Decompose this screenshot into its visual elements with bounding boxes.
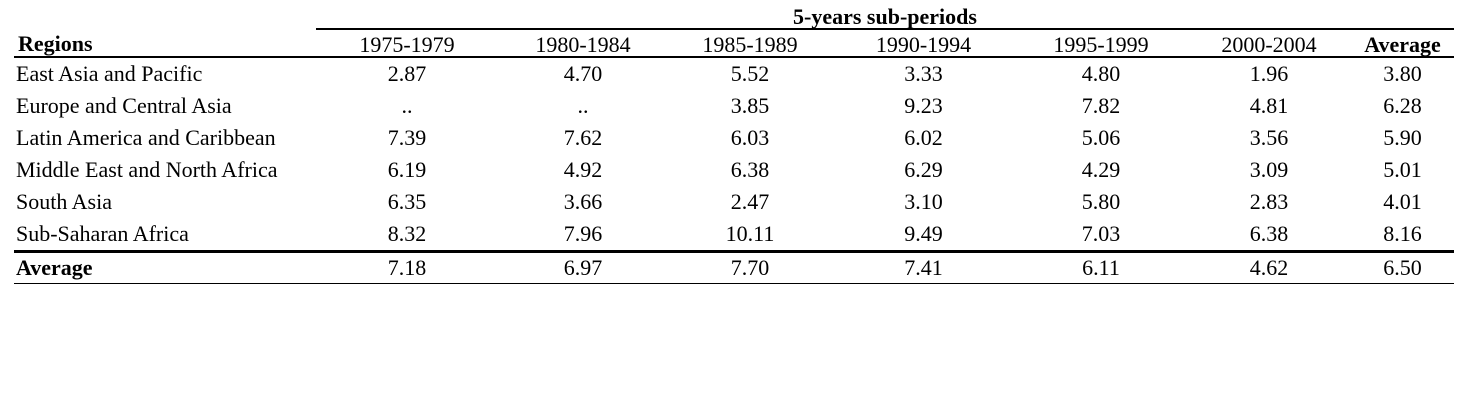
- total-cell: 6.11: [1015, 252, 1187, 284]
- table-cell: 7.39: [387, 125, 427, 150]
- corner-empty: [14, 4, 316, 29]
- table-cell: 6.38: [730, 157, 770, 182]
- region-name: South Asia: [16, 189, 112, 214]
- table-cell: 2.47: [730, 189, 770, 214]
- table-row: [14, 122, 1454, 154]
- table-cell: 7.03: [1015, 218, 1187, 252]
- table-cell: 3.33: [904, 61, 943, 86]
- table-cell: 6.38: [1187, 218, 1351, 252]
- table-cell: 3.09: [1249, 157, 1289, 182]
- table-row: [14, 218, 1454, 252]
- table-row: [14, 90, 1454, 122]
- table-cell: 2.83: [1249, 189, 1289, 214]
- supergroup-header: 5-years sub-periods: [316, 4, 1454, 29]
- table-row: [14, 186, 1454, 218]
- col-header: 1980-1984: [498, 29, 668, 57]
- table-cell: 6.35: [387, 189, 427, 214]
- regions-header: Regions: [14, 29, 316, 57]
- total-cell: 6.50: [1351, 252, 1454, 284]
- table-cell: 3.80: [1383, 61, 1422, 86]
- col-header: 1990-1994: [832, 29, 1015, 57]
- table-cell: ..: [401, 93, 413, 118]
- total-cell: 6.97: [498, 252, 668, 284]
- table-cell: 7.62: [563, 125, 603, 150]
- region-name: Middle East and North Africa: [16, 157, 278, 182]
- table-row: [14, 154, 1454, 186]
- col-header-average: Average: [1351, 29, 1454, 57]
- region-name: Latin America and Caribbean: [16, 125, 276, 150]
- table-cell: 3.66: [563, 189, 603, 214]
- table-cell: 4.01: [1383, 189, 1422, 214]
- table-cell: 6.02: [904, 125, 943, 150]
- table-cell: 2.87: [387, 61, 427, 86]
- table-cell: 1.96: [1249, 61, 1289, 86]
- header-row: [14, 29, 1454, 57]
- region-name: East Asia and Pacific: [16, 61, 203, 86]
- table-cell: 4.80: [1081, 61, 1121, 86]
- table-cell: 5.80: [1081, 189, 1121, 214]
- table-cell: 4.92: [563, 157, 603, 182]
- table-cell: 8.32: [316, 218, 498, 252]
- table-cell: 9.23: [904, 93, 943, 118]
- table-cell: 4.70: [563, 61, 603, 86]
- supergroup-row: [14, 4, 1454, 29]
- total-row: [14, 252, 1454, 284]
- table-cell: 3.10: [904, 189, 943, 214]
- total-cell: 7.18: [316, 252, 498, 284]
- table-cell: 5.52: [730, 61, 770, 86]
- col-header: 2000-2004: [1187, 29, 1351, 57]
- table-cell: 5.01: [1383, 157, 1422, 182]
- table-cell: ..: [577, 93, 589, 118]
- table-cell: 7.96: [498, 218, 668, 252]
- region-name: Sub-Saharan Africa: [14, 218, 316, 252]
- table-cell: 5.06: [1081, 125, 1121, 150]
- region-name: Europe and Central Asia: [16, 93, 232, 118]
- table-cell: 4.81: [1249, 93, 1289, 118]
- total-cell: 4.62: [1187, 252, 1351, 284]
- total-cell: 7.70: [668, 252, 832, 284]
- table-cell: 8.16: [1351, 218, 1454, 252]
- table-cell: 6.28: [1383, 93, 1422, 118]
- table-cell: 4.29: [1081, 157, 1121, 182]
- col-header: 1995-1999: [1015, 29, 1187, 57]
- table-cell: 5.90: [1383, 125, 1422, 150]
- table-cell: 3.56: [1249, 125, 1289, 150]
- col-header: 1985-1989: [668, 29, 832, 57]
- total-label: Average: [14, 252, 316, 284]
- table-cell: 6.03: [730, 125, 770, 150]
- table-cell: 3.85: [730, 93, 770, 118]
- table-cell: 6.19: [387, 157, 427, 182]
- table-row: [14, 57, 1454, 90]
- table-cell: 6.29: [904, 157, 943, 182]
- table-cell: 9.49: [832, 218, 1015, 252]
- total-cell: 7.41: [832, 252, 1015, 284]
- table-cell: 10.11: [668, 218, 832, 252]
- table-cell: 7.82: [1081, 93, 1121, 118]
- regions-table: [14, 4, 1454, 284]
- col-header: 1975-1979: [316, 29, 498, 57]
